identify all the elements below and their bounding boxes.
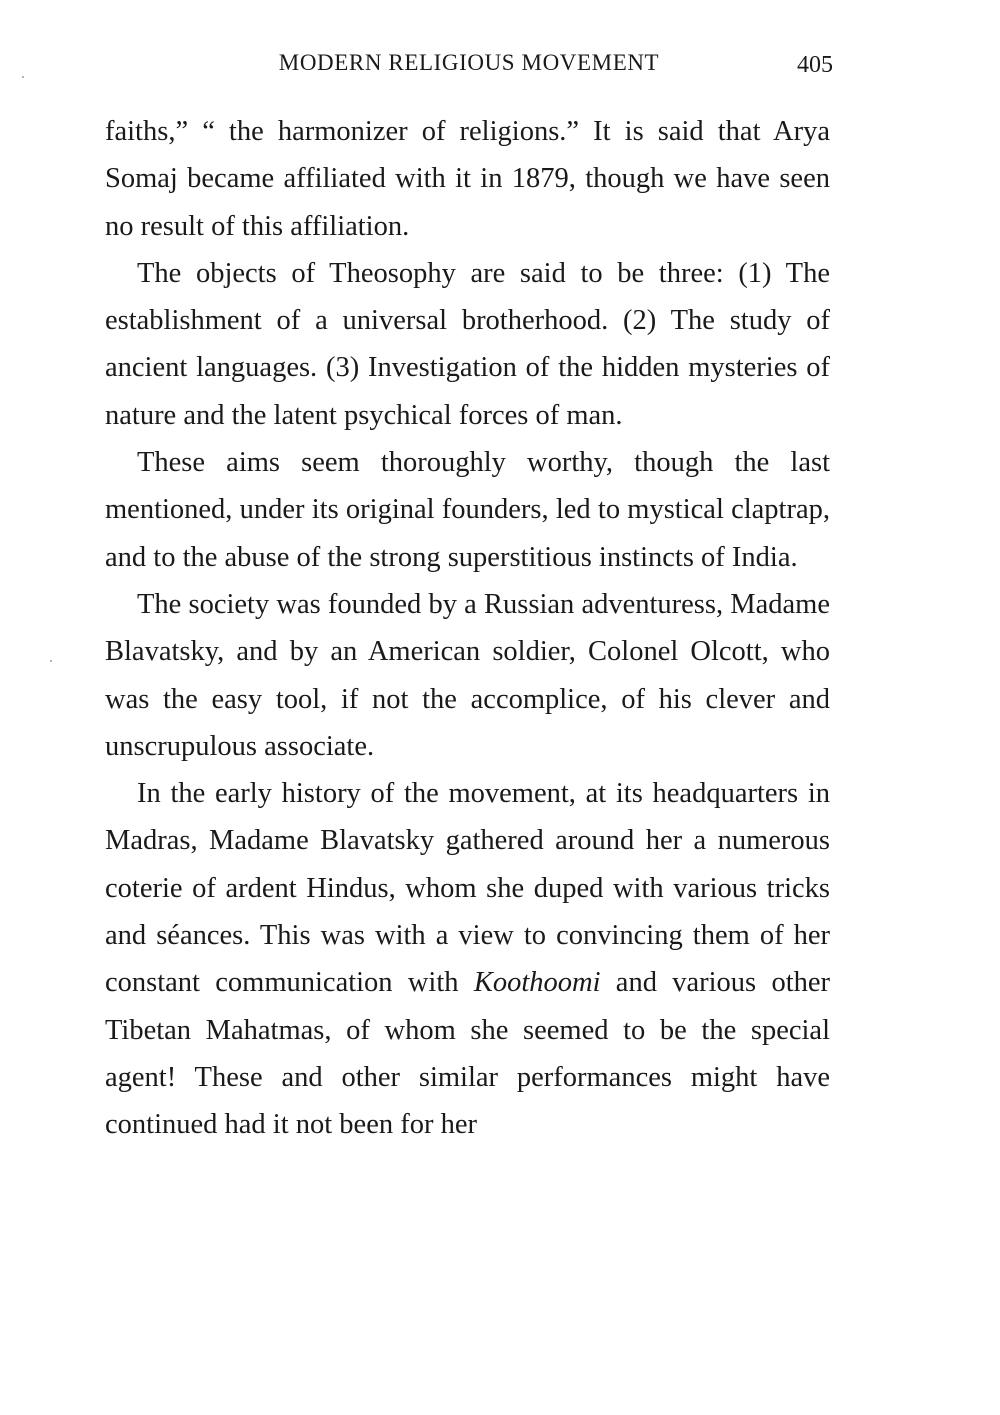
paragraph-5-text-after: and various other Tibetan Mahatmas, of whom she seemed to be the special agent! These and other similar performances might have continued had it not been for her bbox=[105, 967, 831, 1141]
italic-name: Koothoomi bbox=[473, 967, 601, 999]
page-number: 405 bbox=[797, 52, 833, 78]
running-title: MODERN RELIGIOUS MOVEMENT bbox=[278, 50, 660, 75]
paragraph-1: faiths,” “ the harmonizer of religions.” It is said that Arya Somaj became affiliated with it in 1879, though we have seen no result of this affiliation. bbox=[105, 116, 830, 242]
paragraph-2: The objects of Theosophy are said to be three: (1) The establishment of a universal brotherhood. (2) The study of ancient languages. (3) Investigation of the hidden mysteries of nature and the latent psychical forces of man. bbox=[105, 257, 830, 431]
paragraph-5-text-before: In the early history of the movement, at its headquarters in Madras, Madame Blavatsky gathered around her a numerous coterie of ardent Hindus, whom she duped with various tricks and séances. This was with a view to convincing them of her constant communication with bbox=[105, 778, 830, 999]
body-text bbox=[105, 108, 830, 1149]
scan-speck bbox=[22, 76, 24, 78]
scan-speck bbox=[50, 660, 52, 662]
paragraph-3: These aims seem thoroughly worthy, though the last mentioned, under its original founders, led to mystical claptrap, and to the abuse of the strong superstitious instincts of India. bbox=[105, 447, 830, 573]
running-head bbox=[105, 50, 833, 84]
paragraph-5 bbox=[105, 770, 830, 1148]
paragraph-4: The society was founded by a Russian adventuress, Madame Blavatsky, and by an American soldier, Colonel Olcott, who was the easy tool, if not the accomplice, of his clever and unscrupulous associate. bbox=[105, 588, 830, 762]
